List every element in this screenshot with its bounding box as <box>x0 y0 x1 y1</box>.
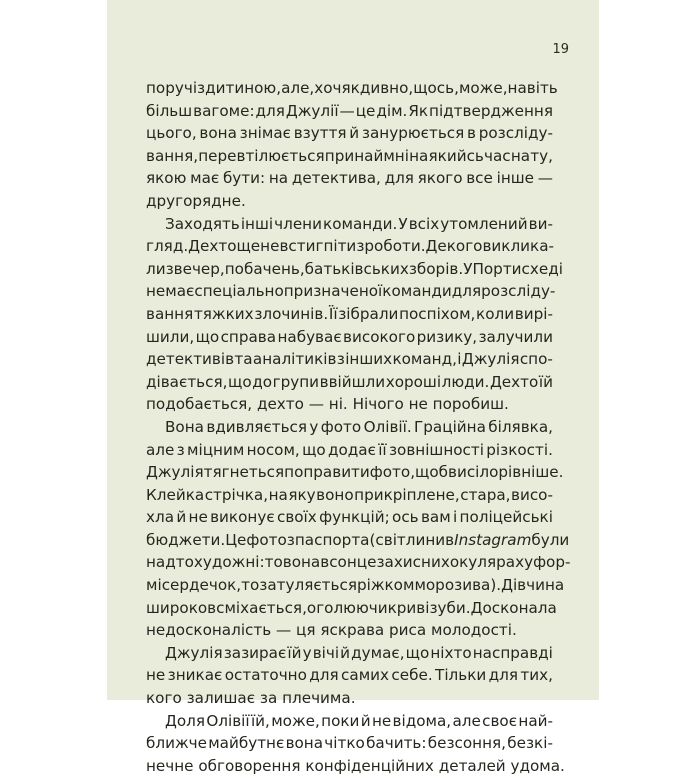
text-line: детективів та аналітиків з інших команд, і Джулія спо- <box>146 350 553 369</box>
text-line: якою має бути: на детектива, для якого все інше — <box>146 169 553 188</box>
paragraph <box>146 642 553 710</box>
text-line: але з міцним носом, що додає її зовнішності різкості. <box>146 440 553 459</box>
text-line: шили, що справа набуває високого ризику, залучили <box>146 327 553 346</box>
book-page <box>107 0 599 775</box>
text-line: надто художні: то вона в сонцезахисних окулярах у фор- <box>146 553 571 572</box>
text-line: не зникає остаточно для самих себе. Тільки для тих, <box>146 666 553 685</box>
text-line: Вона вдивляється у фото Олівії. Граційна білявка, <box>165 417 553 436</box>
text-line: Джулія тягнеться поправити фото, щоб висіло рівніше. <box>146 463 564 482</box>
text-line: Заходять інші члени команди. У всіх утомлений ви- <box>165 214 553 233</box>
paragraph <box>146 213 563 416</box>
text-line: подобається, дехто — ні. Нічого не поробиш. <box>146 395 509 414</box>
page-number: 19 <box>552 42 569 57</box>
text-line: кого залишає за плечима. <box>146 689 356 708</box>
text-line: ли з вечер, побачень, батьківських зборів. У Портисхеді <box>146 259 563 278</box>
text-line: мі сердечок, то затуляється ріжком морозива). Дівчина <box>146 576 565 595</box>
text-line: цього, вона знімає взуття й занурюється в розсліду- <box>146 124 553 143</box>
text-line: недосконалість — ця яскрава риса молодості. <box>146 621 517 640</box>
text-line: Доля Олівії їй, може, поки й не відома, але своє най- <box>165 711 553 730</box>
text-line: хла й не виконує своїх функцій; ось вам і поліцейські <box>146 508 553 527</box>
text-line: поруч із дитиною, але, хоч як дивно, щось, може, навіть <box>146 79 558 97</box>
text-line: бюджети. Це фото з паспорта (світлини в Instagram були <box>146 530 570 549</box>
text-line: ближче майбутнє вона чітко бачить: безсоння, безкі- <box>146 734 553 753</box>
text-line: Джулія зазирає їй у вічі й думає, що ніхто насправді <box>165 643 553 662</box>
paragraph <box>146 710 565 777</box>
text-line: більш вагоме: для Джулії — це дім. Як підтвердження <box>146 101 553 120</box>
body-text <box>146 77 571 777</box>
text-line: немає спеціально призначеної команди для розсліду- <box>146 282 556 301</box>
text-line: дівається, що до групи ввійшли хороші люди. Дехто їй <box>146 372 553 391</box>
text-line: широко всміхається, оголюючи криві зуби. Досконала <box>146 598 557 617</box>
text-line: другорядне. <box>146 191 246 210</box>
paragraph <box>146 77 558 213</box>
text-line: гляд. Дехто ще не встиг піти з роботи. Декого викликa- <box>146 237 555 256</box>
text-line: вання, перевтілюється принаймні на якийсь час на ту, <box>146 146 553 165</box>
text-line: Клейка стрічка, на яку воно прикріплене, стара, висо- <box>146 485 553 504</box>
text-line: вання тяжких злочинів. Її зібрали поспіхом, коли вирі- <box>146 304 553 323</box>
paragraph <box>146 416 571 642</box>
text-line: нечне обговорення конфіденційних деталей удома. <box>146 756 565 775</box>
